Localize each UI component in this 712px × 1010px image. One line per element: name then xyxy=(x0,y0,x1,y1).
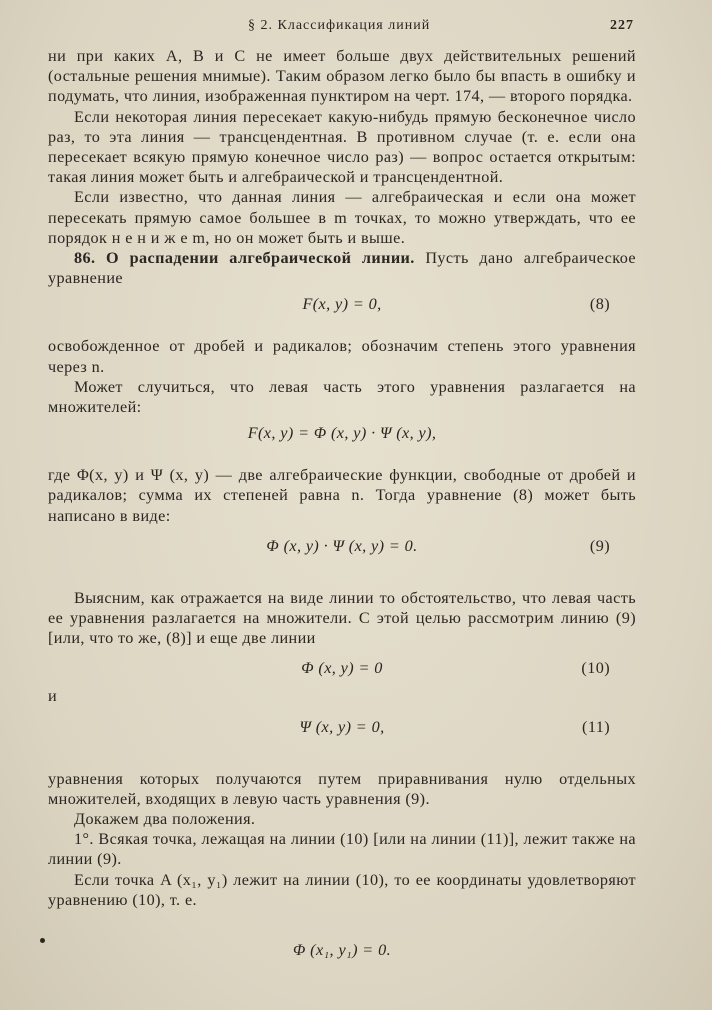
running-header xyxy=(48,18,634,40)
section-heading: 86. О распадении алгебраической линии. xyxy=(74,249,415,268)
paragraph-statement-1: 1°. Всякая точка, лежащая на линии (10) [или на линии (11)], лежит также на линии (9). xyxy=(48,830,636,869)
equation-number: (11) xyxy=(582,717,610,736)
equation-factorization xyxy=(48,423,636,445)
paragraph-order: Если известно, что данная линия — алгебраическая и если она может пересекать прямую самое большее в m точках, то можно утверждать, что ее порядок н е н и ж е m, но он может быть и выше. xyxy=(48,188,636,247)
ink-dot xyxy=(40,938,45,943)
equation-9 xyxy=(48,536,636,558)
equation-number: (9) xyxy=(589,536,610,555)
paragraph-continuation: ни при каких A, B и C не имеет больше двух действительных решений (остальные решения мнимые). Таким образом легко было бы впасть в ошибку и подумать, что линия, изображенная пунктиром на черт. 174, — второго порядка. xyxy=(48,47,636,106)
paragraph-prove: Докажем два положения. xyxy=(74,810,256,829)
equation-formula: Φ (x, y) · Ψ (x, y) = 0. xyxy=(266,536,418,555)
equation-number: (8) xyxy=(589,295,610,314)
equation-point xyxy=(48,940,636,962)
equation-formula: F(x, y) = Φ (x, y) · Ψ (x, y), xyxy=(247,424,437,443)
conjunction-and: и xyxy=(48,687,58,706)
section-title: § 2. Классификация линий xyxy=(248,18,431,33)
paragraph-point: Если точка A (x₁, y₁) лежит на линии (10), то ее координаты удовлетворяют уравнению (10), т. е. xyxy=(48,870,636,909)
paragraph-degree: освобожденное от дробей и радикалов; обозначим степень этого уравнения через n. xyxy=(48,337,636,376)
page-number: 227 xyxy=(610,18,634,33)
paragraph-equations: уравнения которых получаются путем приравнивания нулю отдельных множителей, входящих в левую часть уравнения (9). xyxy=(48,769,636,808)
equation-8 xyxy=(48,294,636,316)
paragraph-section-86 xyxy=(48,248,636,288)
section-intro: Пусть дано алгебраическое уравнение xyxy=(48,249,636,288)
equation-formula: Ψ (x, y) = 0, xyxy=(299,717,385,736)
page-body xyxy=(48,46,636,968)
paragraph-explain: Выясним, как отражается на виде линии то обстоятельство, что левая часть ее уравнения разлагается на множители. С этой целью рассмотрим линию (9) [или, что то же, (8)] и еще две линии xyxy=(48,588,636,648)
equation-formula: Φ (x, y) = 0 xyxy=(301,659,383,678)
equation-formula: Φ (x₁, y₁) = 0. xyxy=(292,941,392,960)
equation-11 xyxy=(48,717,636,739)
equation-formula: F(x, y) = 0, xyxy=(302,295,382,314)
paragraph-transcendental: Если некоторая линия пересекает какую-нибудь прямую бесконечное число раз, то эта линия — трансцендентная. В противном случае (т. е. если она пересекает всякую прямую конечное число раз) — вопрос остается открытым: такая линия может быть и алгебраической и трансцендентной. xyxy=(48,107,636,187)
equation-10 xyxy=(48,658,636,680)
paragraph-functions: где Φ(x, y) и Ψ (x, y) — две алгебраические функции, свободные от дробей и радикалов; сумма их степеней равна n. Тогда уравнение (8) может быть написано в виде: xyxy=(48,466,636,525)
paragraph-factor: Может случиться, что левая часть этого уравнения разлагается на множителей: xyxy=(48,377,636,417)
equation-number: (10) xyxy=(581,659,610,678)
